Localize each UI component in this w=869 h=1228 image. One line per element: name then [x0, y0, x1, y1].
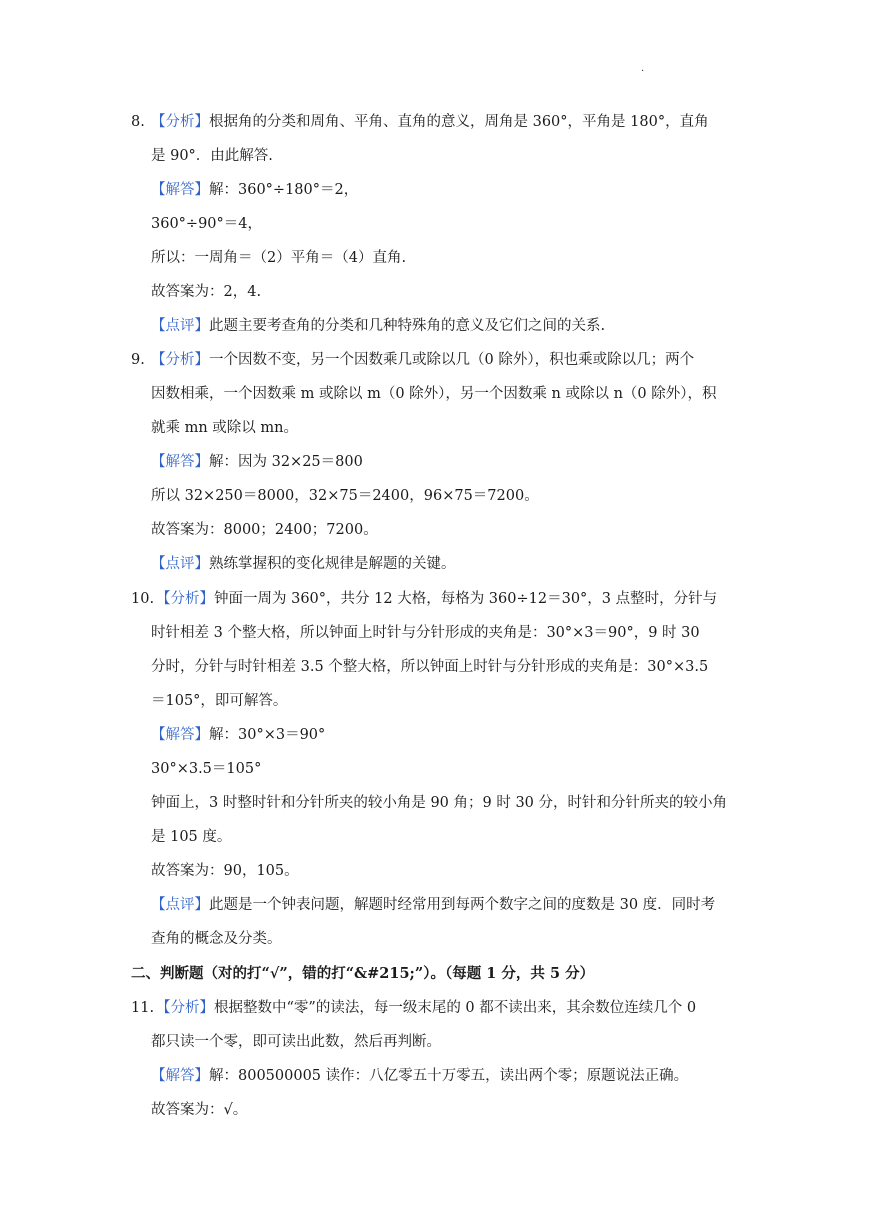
q8-answer-line-2: 360°÷90°＝4，: [151, 216, 263, 232]
q10-answer-line-2: 30°×3.5＝105°: [151, 761, 262, 777]
answer-tag: 【解答】: [151, 182, 209, 198]
q9-answer-line-2: 所以 32×250＝8000，32×75＝2400，96×75＝7200。: [151, 488, 539, 504]
q9-comment-line-1: [151, 554, 456, 574]
q9-answer-line-1: [151, 452, 363, 472]
question-number-9: 9.: [131, 352, 145, 368]
answer-tag: 【解答】: [151, 727, 209, 743]
q10-comment-text-1: 此题是一个钟表问题，解题时经常用到每两个数字之间的度数是 30 度．同时考: [209, 897, 716, 913]
q10-analysis-text-1: 钟面一周为 360°，共分 12 大格，每格为 360÷12＝30°，3 点整时，分针与: [214, 591, 718, 607]
analysis-tag: 【分析】: [156, 591, 214, 607]
q10-answer-line-5: 故答案为：90，105。: [151, 863, 299, 879]
question-number-11: 11.: [131, 1000, 155, 1016]
q8-answer-line-1: [151, 180, 358, 200]
q11-analysis-line-2: 都只读一个零，即可读出此数，然后再判断。: [151, 1034, 441, 1050]
q9-analysis-text-1: 一个因数不变，另一个因数乘几或除以几（0 除外），积也乘或除以几；两个: [209, 352, 695, 368]
q10-answer-line-3: 钟面上，3 时整时针和分针所夹的较小角是 90 角；9 时 30 分，时针和分针所夹的较小角: [151, 795, 728, 811]
analysis-tag: 【分析】: [151, 352, 209, 368]
q9-comment-text-1: 熟练掌握积的变化规律是解题的关键。: [209, 556, 456, 572]
q10-comment-line-2: 查角的概念及分类。: [151, 931, 282, 947]
question-number-8: 8.: [131, 114, 145, 130]
q8-answer-text-1: 解：360°÷180°＝2，: [209, 182, 359, 198]
q8-analysis-text-1: 根据角的分类和周角、平角、直角的意义，周角是 360°，平角是 180°，直角: [209, 114, 709, 130]
q10-comment-line-1: [151, 895, 715, 915]
q11-answer-text-1: 解：800500005 读作：八亿零五十万零五，读出两个零；原题说法正确。: [209, 1068, 689, 1084]
q8-answer-line-3: 所以：一周角＝（2）平角＝（4）直角.: [151, 250, 407, 266]
q8-comment-text-1: 此题主要考查角的分类和几种特殊角的意义及它们之间的关系.: [209, 318, 606, 334]
q11-answer-line-2: 故答案为：√。: [151, 1102, 248, 1118]
page-dot-mark: ·: [641, 66, 645, 77]
q10-answer-text-1: 解：30°×3＝90°: [209, 727, 326, 743]
comment-tag: 【点评】: [151, 318, 209, 334]
q10-analysis-line-2: 时针相差 3 个整大格，所以钟面上时针与分针形成的夹角是：30°×3＝90°，9 时 30: [151, 625, 700, 641]
q11-analysis-line-1: [156, 998, 696, 1018]
comment-tag: 【点评】: [151, 897, 209, 913]
q10-analysis-line-4: ＝105°，即可解答。: [151, 693, 288, 709]
q9-analysis-line-2: 因数相乘，一个因数乘 m 或除以 m（0 除外），另一个因数乘 n 或除以 n（0 除外），积: [151, 386, 717, 402]
analysis-tag: 【分析】: [151, 114, 209, 130]
q8-analysis-line-1: [151, 112, 709, 132]
q10-analysis-line-1: [156, 589, 717, 609]
q8-comment-line-1: [151, 316, 605, 336]
q9-analysis-line-3: 就乘 mn 或除以 mn。: [151, 420, 299, 436]
q9-answer-line-3: 故答案为：8000；2400；7200。: [151, 522, 378, 538]
q10-analysis-line-3: 分时，分针与时针相差 3.5 个整大格，所以钟面上时针与分针形成的夹角是：30°×3.5: [151, 659, 709, 675]
question-number-10: 10.: [131, 591, 155, 607]
q8-answer-line-4: 故答案为：2，4.: [151, 284, 262, 300]
answer-tag: 【解答】: [151, 454, 209, 470]
analysis-tag: 【分析】: [156, 1000, 214, 1016]
q9-analysis-line-1: [151, 350, 694, 370]
q11-analysis-text-1: 根据整数中“零”的读法，每一级末尾的 0 都不读出来，其余数位连续几个 0: [214, 1000, 697, 1016]
q10-answer-line-4: 是 105 度。: [151, 829, 232, 845]
q11-answer-line-1: [151, 1066, 688, 1086]
answer-tag: 【解答】: [151, 1068, 209, 1084]
comment-tag: 【点评】: [151, 556, 209, 572]
q8-analysis-line-2: 是 90°．由此解答.: [151, 148, 273, 164]
q10-answer-line-1: [151, 725, 325, 745]
section-heading-judgement: 二、判断题（对的打“√”，错的打“&#215;”）。（每题 1 分，共 5 分）: [131, 965, 595, 982]
q9-answer-text-1: 解：因为 32×25＝800: [209, 454, 363, 470]
